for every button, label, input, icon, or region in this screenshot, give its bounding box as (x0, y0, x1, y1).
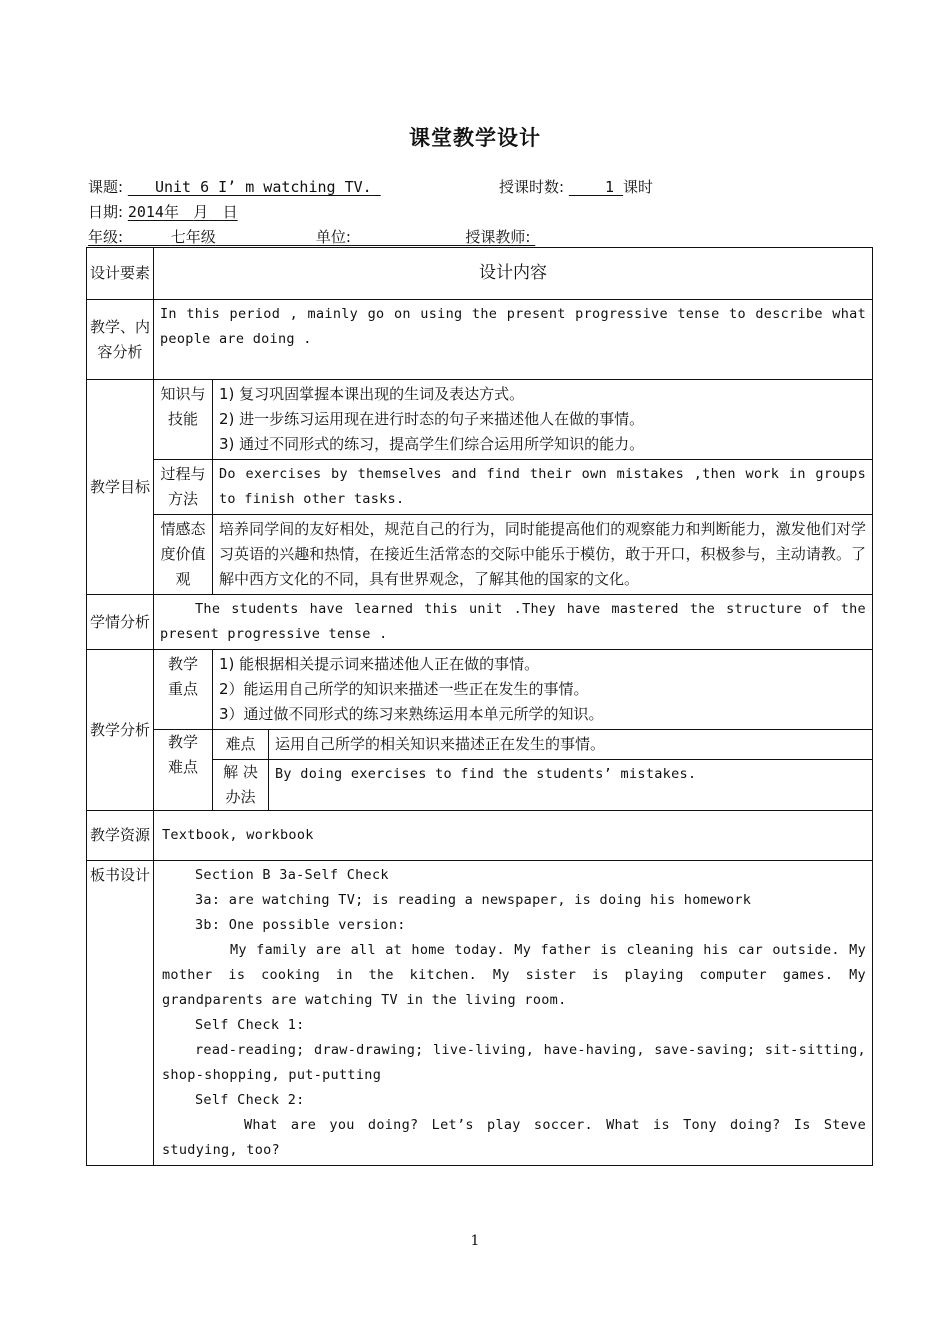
grade-value: 七年级 (170, 228, 216, 246)
learner-analysis-label: 学情分析 (87, 595, 154, 650)
board-3b: 3b: One possible version: (195, 917, 406, 933)
objectives-knowledge-row (87, 380, 873, 460)
hours-label: 授课时数: (499, 178, 565, 196)
col-header-elements: 设计要素 (87, 248, 154, 300)
focus-row (87, 650, 873, 730)
focus-item: 3）通过做不同形式的练习来熟练运用本单元所学的知识。 (219, 705, 604, 723)
date-label: 日期: (88, 203, 124, 221)
table-header-row (87, 248, 873, 300)
content-analysis-text: In this period , mainly go on using the present progressive tense to describe what people are doing . (154, 300, 873, 380)
knowledge-content (213, 380, 873, 460)
process-label: 过程与方法 (154, 460, 213, 515)
objectives-emotion-row (87, 515, 873, 595)
board-check1-label: Self Check 1: (195, 1017, 305, 1033)
knowledge-item: 2) 进一步练习运用现在进行时态的句子来描述他人在做的事情。 (219, 410, 645, 428)
document-title: 课堂教学设计 (409, 126, 541, 150)
hours-unit: 课时 (623, 178, 654, 196)
board-check1-text: read-reading; draw-drawing; live-living, have-having, save-saving; sit-sitting, shop-shopping, put-putting (162, 1042, 866, 1083)
objectives-process-row (87, 460, 873, 515)
hours-value: 1 (604, 178, 614, 196)
board-check2-text: What are you doing? Let’s play soccer. What is Tony doing? Is Steve studying, too? (162, 1117, 866, 1158)
grade-row (88, 226, 535, 247)
focus-item: 1) 能根据相关提示词来描述他人正在做的事情。 (219, 655, 540, 673)
difficulty-text: 运用自己所学的相关知识来描述正在发生的事情。 (269, 730, 873, 760)
difficulty-label: 教学难点 (154, 730, 213, 811)
difficulty-row (87, 730, 873, 760)
unit-label: 单位: (315, 228, 351, 246)
board-check2-label: Self Check 2: (195, 1092, 305, 1108)
topic-value: Unit 6 I’ m watching TV. (154, 178, 372, 196)
board-design-content (154, 861, 873, 1166)
knowledge-item: 3) 通过不同形式的练习，提高学生们综合运用所学知识的能力。 (219, 435, 645, 453)
content-analysis-label: 教学、内容分析 (87, 300, 154, 380)
difficulty-sub-label: 难点 (213, 730, 269, 760)
page-number: 1 (470, 1233, 480, 1249)
resources-label: 教学资源 (87, 811, 154, 861)
date-value: 2014年 月 日 (127, 203, 238, 221)
focus-item: 2）能运用自己所学的知识来描述一些正在发生的事情。 (219, 680, 589, 698)
focus-label: 教学重点 (154, 650, 213, 730)
emotion-text: 培养同学间的友好相处，规范自己的行为，同时能提高他们的观察能力和判断能力，激发他们对学习英语的兴趣和热情，在接近生活常态的交际中能乐于模仿，敢于开口，积极参与，主动请教。了解中西方文化的不同，具有世界观念，了解其他的国家的文化。 (213, 515, 873, 595)
date-row (88, 201, 238, 222)
knowledge-item: 1) 复习巩固掌握本课出现的生词及表达方式。 (219, 385, 525, 403)
resources-text: Textbook, workbook (154, 811, 873, 861)
topic-label: 课题: (88, 178, 124, 196)
lesson-design-table (86, 247, 873, 1166)
board-3a: 3a: are watching TV; is reading a newspaper, is doing his homework (195, 892, 752, 908)
board-design-label: 板书设计 (87, 861, 154, 1166)
topic-row (88, 176, 381, 197)
learner-analysis-text: The students have learned this unit .They have mastered the structure of the present progressive tense . (154, 595, 873, 650)
board-section: Section B 3a-Self Check (195, 867, 389, 883)
board-paragraph: My family are all at home today. My father is cleaning his car outside. My mother is cooking in the kitchen. My sister is playing computer games. My grandparents are watching TV in the living room. (162, 942, 866, 1008)
objectives-label: 教学目标 (87, 380, 154, 595)
emotion-label: 情感态度价值观 (154, 515, 213, 595)
hours-row (499, 176, 653, 197)
focus-content (213, 650, 873, 730)
learner-analysis-row (87, 595, 873, 650)
resources-row (87, 811, 873, 861)
content-analysis-row (87, 300, 873, 380)
solution-label: 解 决办法 (213, 760, 269, 811)
process-text: Do exercises by themselves and find their own mistakes ,then work in groups to finish other tasks. (213, 460, 873, 515)
solution-text: By doing exercises to find the students’ mistakes. (269, 760, 873, 811)
teacher-label: 授课教师: (465, 228, 531, 246)
grade-label: 年级: (88, 228, 124, 246)
col-header-content: 设计内容 (154, 248, 873, 300)
board-design-row (87, 861, 873, 1166)
knowledge-label: 知识与技能 (154, 380, 213, 460)
teaching-analysis-label: 教学分析 (87, 650, 154, 811)
